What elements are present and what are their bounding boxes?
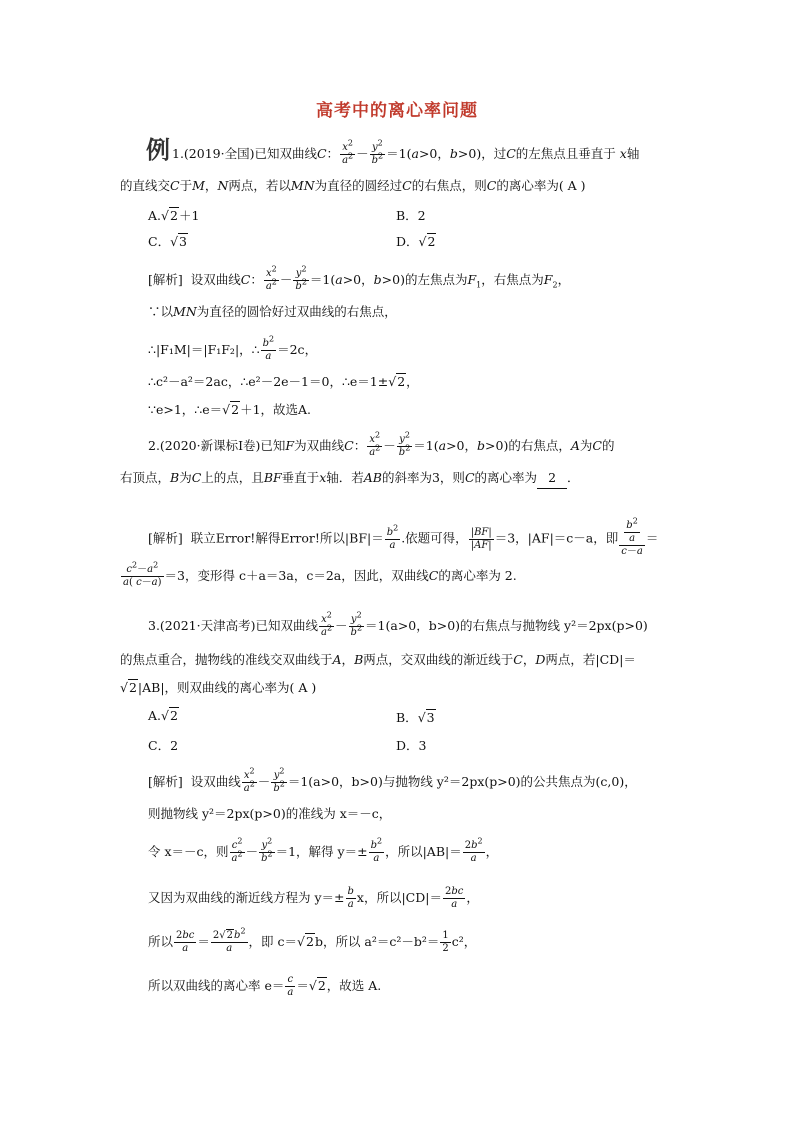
example-mark: 例 [146,135,170,164]
q3-solution-line1: [解析] 设双曲线 $\frac{x^2}{a^2}$ － $\frac{y^2}{b^2}$ ＝1(a>0，b>0)与抛物线 y²＝2px(p>0)的公共焦点为(c,0)， [148,766,637,794]
q3-choice-a: A.√2 [148,708,178,723]
q3-solution-line6: 所以双曲线的离心率 e＝ $\frac{c}{a}$ ＝√2，故选 A. [148,974,382,998]
q1-stem: 1.(2019·全国)已知双曲线C： $\frac{x^2}{a^2}$ － $\frac{y^2}{b^2}$ ＝1(a>0，b>0)，过C的左焦点且垂直于 x轴 [172,138,640,166]
q3-choice-d: D．3 [396,738,427,753]
q2-solution-line1: [解析] 联立Error!解得Error!所以|BF|＝ $\frac{b^2}{a}$ .依题可得， $\frac{|BF|}{|AF|}$ ＝3，|AF|＝c－a，即 $\frac{\frac{b^2}{a}}{c-a}$ ＝ [148,516,659,557]
q3-choice-c: C．2 [148,738,179,753]
q2-stem: 2.(2020·新课标Ⅰ卷)已知F为双曲线C： $\frac{x^2}{a^2}$ － $\frac{y^2}{b^2}$ ＝1(a>0，b>0)的右焦点，A为C的 [148,430,615,458]
q3-stem-line3: √2|AB|，则双曲线的离心率为( A ) [120,680,317,695]
q1-choice-b: B．2 [396,208,426,223]
q2-solution-line2: $\frac{c^2-a^2}{a( c-a)}$ ＝3，变形得 c＋a＝3a，c＝2a，因此，双曲线C的离心率为 2. [123,560,517,588]
q2-answer-blank: 2 [537,468,567,489]
q1-solution-line5: ∵e>1，∴e＝√2＋1，故选A. [148,402,312,417]
q3-solution-line3: 令 x＝－c，则 $\frac{c^2}{a^2}$ － $\frac{y^2}{b^2}$ ＝1，解得 y＝± $\frac{b^2}{a}$ ，所以|AB|＝ $\frac{2b^2}{a}$ ， [148,836,499,864]
q1-solution-line2: ∵以MN为直径的圆恰好过双曲线的右焦点， [148,304,397,319]
q1-solution-line4: ∴c²－a²＝2ac，∴e²－2e－1＝0，∴e＝1±√2， [148,374,419,389]
page-title: 高考中的离心率问题 [316,101,478,121]
q3-solution-line2: 则抛物线 y²＝2px(p>0)的准线为 x＝－c， [148,806,392,821]
q1-choice-d: D．√2 [396,234,436,249]
q3-stem: 3.(2021·天津高考)已知双曲线 $\frac{x^2}{a^2}$ － $\frac{y^2}{b^2}$ ＝1(a>0，b>0)的右焦点与抛物线 y²＝2px(p>0) [148,610,648,638]
q1-solution-line1: [解析] 设双曲线C： $\frac{x^2}{a^2}$ － $\frac{y^2}{b^2}$ ＝1(a>0，b>0)的左焦点为$F_1$，右焦点为$F_2$， [148,264,571,292]
q1-stem-line2: 的直线交C于M，N两点，若以MN为直径的圆经过C的右焦点，则C的离心率为( A ) [120,178,586,193]
q1-choice-a: A.√2＋1 [148,208,200,223]
q3-choice-b: B．√3 [396,710,435,725]
q1-solution-line3: ∴|F₁M|＝|F₁F₂|，∴ $\frac{b^2}{a}$ ＝2c， [148,334,318,362]
q3-stem-line2: 的焦点重合，抛物线的准线交双曲线于A，B两点，交双曲线的渐近线于C，D两点，若|CD|＝ [120,652,636,667]
q2-stem-line2: 右顶点，B为C上的点，且BF垂直于x轴．若AB的斜率为3，则C的离心率为 2 ． [120,468,580,489]
q1-choice-c: C．√3 [148,234,187,249]
q3-solution-line4: 又因为双曲线的渐近线方程为 y＝± $\frac{b}{a}$ x，所以|CD|＝ $\frac{2bc}{a}$ ， [148,886,479,910]
q3-solution-line5: 所以 $\frac{2bc}{a}$ ＝ $\frac{2√2b^2}{a}$ ，即 c＝√2b，所以 a²＝c²－b²＝ $\frac{1}{2}$ c²， [148,926,477,954]
